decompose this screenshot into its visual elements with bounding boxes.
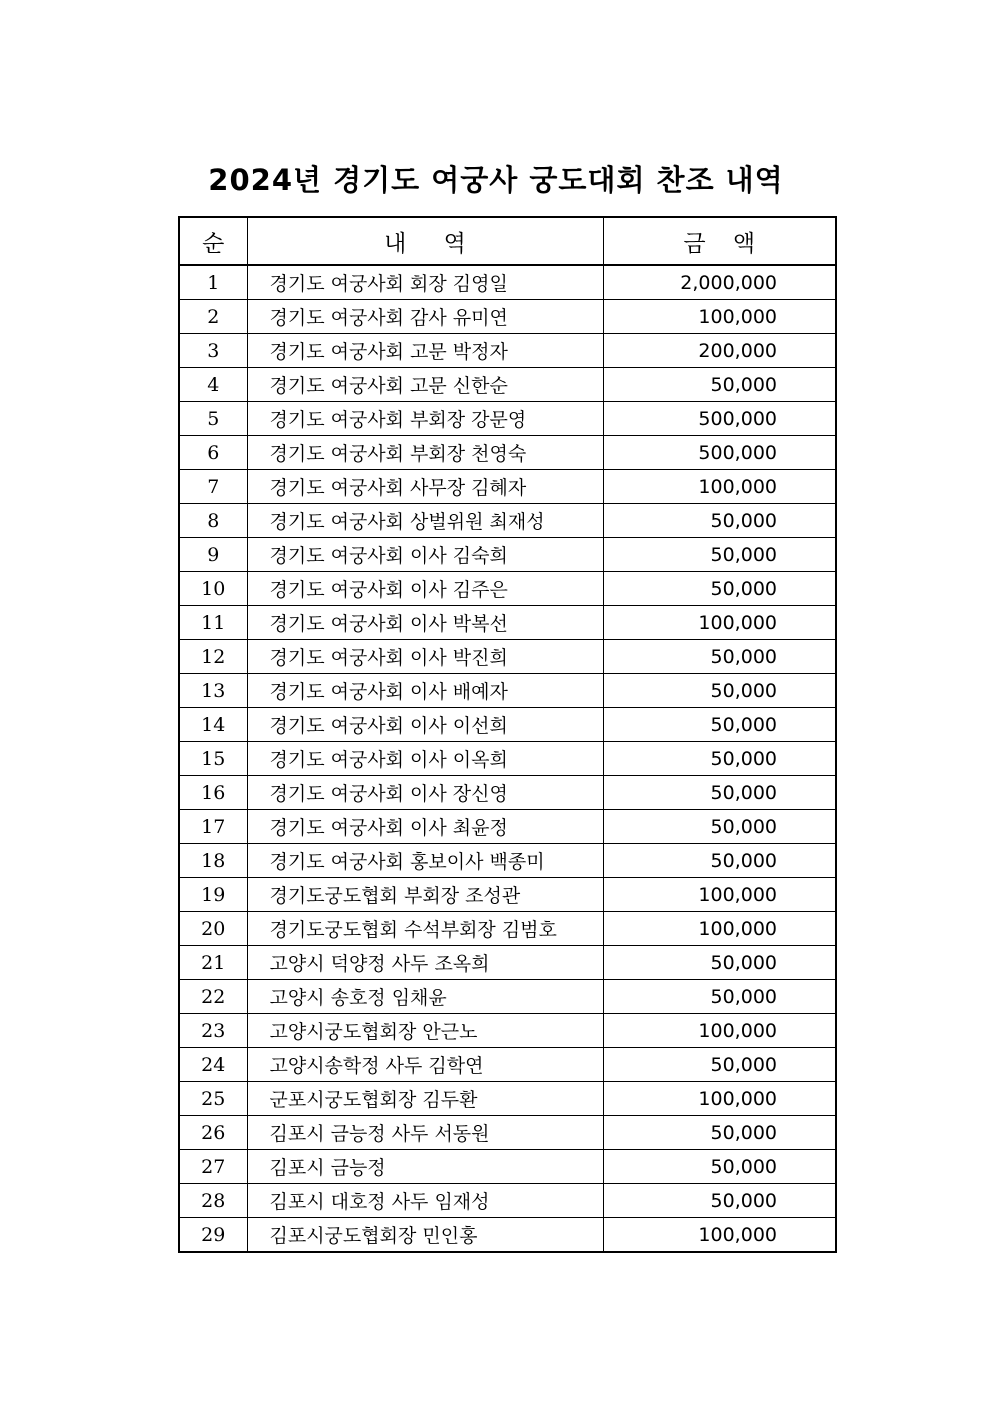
row-description: 고양시궁도협회장 안근노 bbox=[247, 1014, 603, 1048]
row-amount: 50,000 bbox=[603, 1116, 836, 1150]
table-row bbox=[179, 470, 836, 504]
row-description: 경기도 여궁사회 이사 이선희 bbox=[247, 708, 603, 742]
row-number: 18 bbox=[179, 844, 247, 878]
row-description: 경기도 여궁사회 회장 김영일 bbox=[247, 265, 603, 300]
row-number: 1 bbox=[179, 265, 247, 300]
row-number: 21 bbox=[179, 946, 247, 980]
table-body bbox=[179, 265, 836, 1252]
row-number: 28 bbox=[179, 1184, 247, 1218]
table-row bbox=[179, 402, 836, 436]
row-amount: 50,000 bbox=[603, 844, 836, 878]
row-description: 경기도 여궁사회 이사 김숙희 bbox=[247, 538, 603, 572]
row-amount: 200,000 bbox=[603, 334, 836, 368]
row-amount: 50,000 bbox=[603, 368, 836, 402]
row-description: 김포시궁도협회장 민인홍 bbox=[247, 1218, 603, 1253]
row-description: 경기도 여궁사회 사무장 김혜자 bbox=[247, 470, 603, 504]
row-description: 경기도 여궁사회 이사 김주은 bbox=[247, 572, 603, 606]
row-amount: 100,000 bbox=[603, 300, 836, 334]
table-row bbox=[179, 1218, 836, 1253]
row-description: 경기도 여궁사회 이사 이옥희 bbox=[247, 742, 603, 776]
table-row bbox=[179, 912, 836, 946]
table-row bbox=[179, 708, 836, 742]
row-description: 경기도 여궁사회 이사 배예자 bbox=[247, 674, 603, 708]
row-amount: 2,000,000 bbox=[603, 265, 836, 300]
row-amount: 50,000 bbox=[603, 810, 836, 844]
row-number: 4 bbox=[179, 368, 247, 402]
header-number: 순 bbox=[179, 217, 247, 265]
row-amount: 50,000 bbox=[603, 674, 836, 708]
row-number: 5 bbox=[179, 402, 247, 436]
row-number: 23 bbox=[179, 1014, 247, 1048]
row-number: 15 bbox=[179, 742, 247, 776]
row-number: 9 bbox=[179, 538, 247, 572]
table-row bbox=[179, 300, 836, 334]
row-amount: 50,000 bbox=[603, 572, 836, 606]
table-row bbox=[179, 1014, 836, 1048]
row-amount: 100,000 bbox=[603, 606, 836, 640]
row-number: 11 bbox=[179, 606, 247, 640]
row-description: 경기도 여궁사회 이사 장신영 bbox=[247, 776, 603, 810]
row-amount: 50,000 bbox=[603, 1150, 836, 1184]
table-row bbox=[179, 810, 836, 844]
row-description: 고양시송학정 사두 김학연 bbox=[247, 1048, 603, 1082]
table-row bbox=[179, 640, 836, 674]
row-number: 24 bbox=[179, 1048, 247, 1082]
table-row bbox=[179, 265, 836, 300]
header-amount: 금 액 bbox=[603, 217, 836, 265]
row-number: 8 bbox=[179, 504, 247, 538]
row-description: 경기도 여궁사회 이사 최윤정 bbox=[247, 810, 603, 844]
row-amount: 100,000 bbox=[603, 878, 836, 912]
table-row bbox=[179, 538, 836, 572]
row-amount: 500,000 bbox=[603, 402, 836, 436]
row-number: 14 bbox=[179, 708, 247, 742]
row-number: 7 bbox=[179, 470, 247, 504]
row-description: 경기도궁도협회 부회장 조성관 bbox=[247, 878, 603, 912]
table-row bbox=[179, 844, 836, 878]
row-description: 경기도 여궁사회 감사 유미연 bbox=[247, 300, 603, 334]
row-number: 25 bbox=[179, 1082, 247, 1116]
header-row bbox=[179, 217, 836, 265]
table-row bbox=[179, 980, 836, 1014]
row-number: 3 bbox=[179, 334, 247, 368]
row-amount: 50,000 bbox=[603, 504, 836, 538]
table-row bbox=[179, 1048, 836, 1082]
row-description: 군포시궁도협회장 김두환 bbox=[247, 1082, 603, 1116]
row-description: 고양시 덕양정 사두 조옥희 bbox=[247, 946, 603, 980]
table-row bbox=[179, 776, 836, 810]
row-amount: 50,000 bbox=[603, 776, 836, 810]
row-number: 13 bbox=[179, 674, 247, 708]
row-description: 김포시 대호정 사두 임재성 bbox=[247, 1184, 603, 1218]
row-number: 17 bbox=[179, 810, 247, 844]
table-row bbox=[179, 1082, 836, 1116]
table-row bbox=[179, 572, 836, 606]
row-amount: 50,000 bbox=[603, 1184, 836, 1218]
row-amount: 50,000 bbox=[603, 640, 836, 674]
row-description: 경기도 여궁사회 홍보이사 백종미 bbox=[247, 844, 603, 878]
row-description: 경기도 여궁사회 이사 박복선 bbox=[247, 606, 603, 640]
row-amount: 50,000 bbox=[603, 708, 836, 742]
row-number: 6 bbox=[179, 436, 247, 470]
row-description: 고양시 송호정 임채윤 bbox=[247, 980, 603, 1014]
table-row bbox=[179, 368, 836, 402]
page-title: 2024년 경기도 여궁사 궁도대회 찬조 내역 bbox=[208, 163, 784, 197]
row-number: 29 bbox=[179, 1218, 247, 1253]
table-row bbox=[179, 436, 836, 470]
row-amount: 50,000 bbox=[603, 946, 836, 980]
table-row bbox=[179, 1150, 836, 1184]
table-row bbox=[179, 674, 836, 708]
row-description: 경기도 여궁사회 고문 박정자 bbox=[247, 334, 603, 368]
table-header bbox=[179, 217, 836, 265]
table-row bbox=[179, 334, 836, 368]
row-number: 2 bbox=[179, 300, 247, 334]
row-amount: 100,000 bbox=[603, 912, 836, 946]
row-amount: 50,000 bbox=[603, 980, 836, 1014]
table-row bbox=[179, 504, 836, 538]
row-number: 19 bbox=[179, 878, 247, 912]
row-amount: 100,000 bbox=[603, 470, 836, 504]
row-amount: 50,000 bbox=[603, 538, 836, 572]
row-amount: 100,000 bbox=[603, 1218, 836, 1253]
table-row bbox=[179, 878, 836, 912]
row-amount: 100,000 bbox=[603, 1014, 836, 1048]
table-row bbox=[179, 606, 836, 640]
row-number: 12 bbox=[179, 640, 247, 674]
row-amount: 500,000 bbox=[603, 436, 836, 470]
row-description: 경기도 여궁사회 상벌위원 최재성 bbox=[247, 504, 603, 538]
row-number: 16 bbox=[179, 776, 247, 810]
header-description: 내 역 bbox=[247, 217, 603, 265]
row-number: 22 bbox=[179, 980, 247, 1014]
row-description: 김포시 금능정 bbox=[247, 1150, 603, 1184]
row-number: 27 bbox=[179, 1150, 247, 1184]
row-description: 김포시 금능정 사두 서동원 bbox=[247, 1116, 603, 1150]
row-description: 경기도궁도협회 수석부회장 김범호 bbox=[247, 912, 603, 946]
row-amount: 100,000 bbox=[603, 1082, 836, 1116]
row-amount: 50,000 bbox=[603, 1048, 836, 1082]
table-row bbox=[179, 1116, 836, 1150]
table-row bbox=[179, 1184, 836, 1218]
row-description: 경기도 여궁사회 부회장 천영숙 bbox=[247, 436, 603, 470]
row-description: 경기도 여궁사회 고문 신한순 bbox=[247, 368, 603, 402]
donation-table bbox=[178, 216, 837, 1253]
row-number: 26 bbox=[179, 1116, 247, 1150]
table-row bbox=[179, 946, 836, 980]
row-number: 10 bbox=[179, 572, 247, 606]
table-row bbox=[179, 742, 836, 776]
row-description: 경기도 여궁사회 부회장 강문영 bbox=[247, 402, 603, 436]
row-amount: 50,000 bbox=[603, 742, 836, 776]
row-description: 경기도 여궁사회 이사 박진희 bbox=[247, 640, 603, 674]
row-number: 20 bbox=[179, 912, 247, 946]
